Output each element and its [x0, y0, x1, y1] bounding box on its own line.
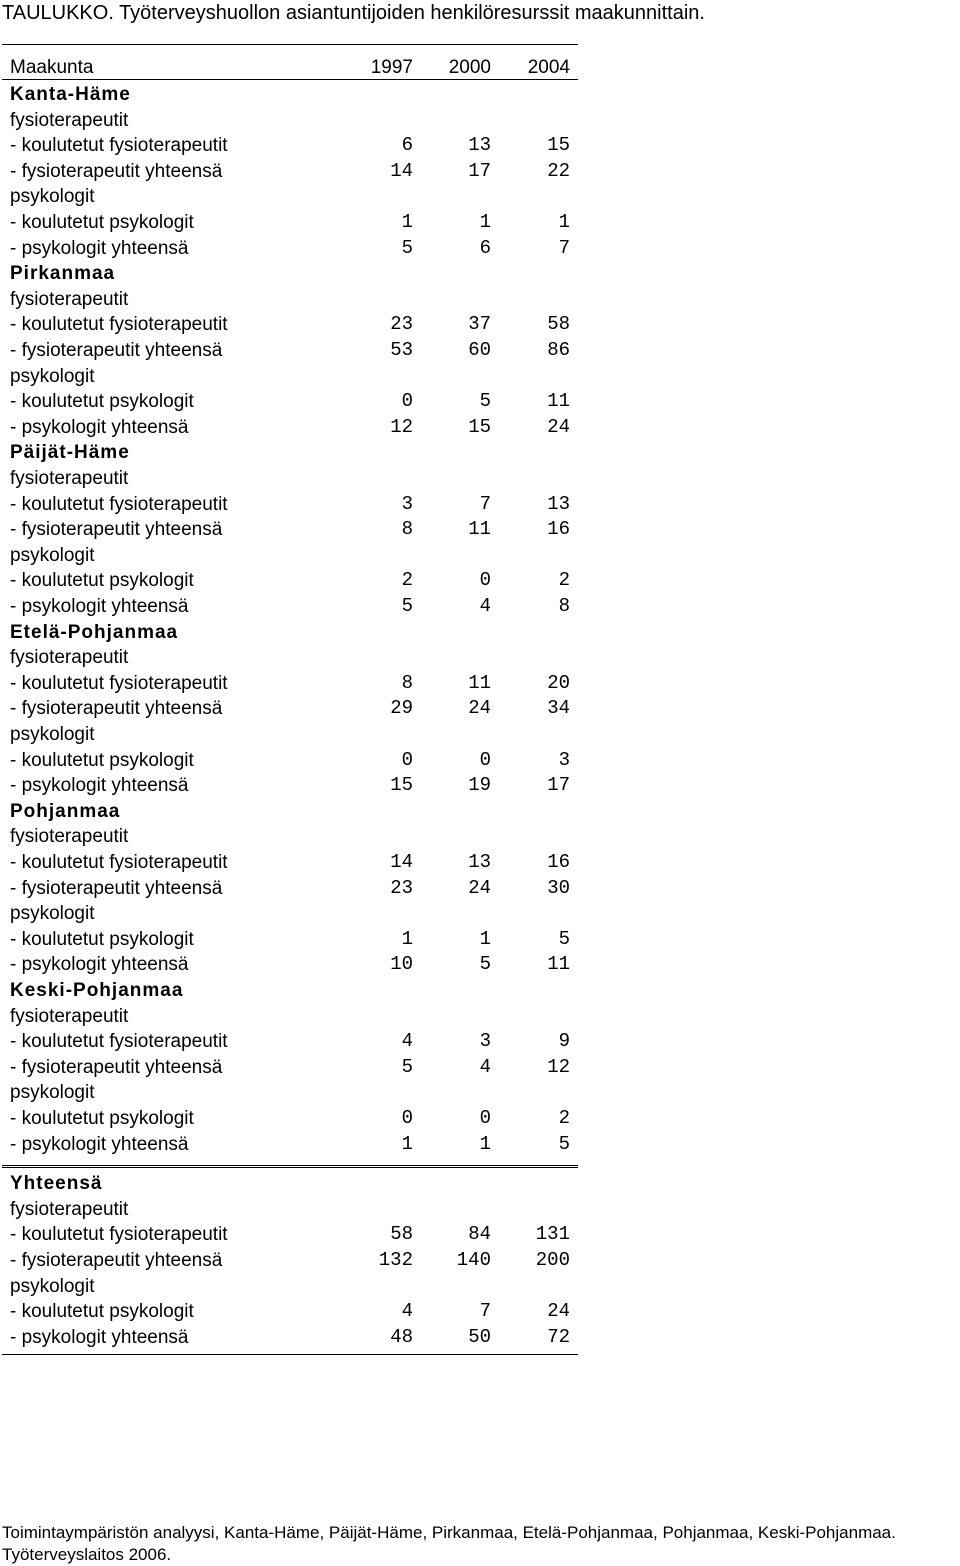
row-label: - psykologit yhteensä — [10, 775, 189, 797]
cell-value-1997: 5 — [401, 595, 413, 617]
table-top-rule — [2, 44, 578, 45]
cell-value-1997: 2 — [401, 569, 413, 592]
cell-value-1997: 1 — [401, 1132, 413, 1155]
cell-value-2004: 22 — [547, 159, 570, 182]
totals-double-rule — [2, 1165, 578, 1168]
header-year-2000: 2000 — [448, 57, 491, 78]
region-heading — [0, 978, 580, 1004]
category-row — [0, 287, 580, 313]
table-bottom-rule — [2, 1354, 578, 1355]
cell-value-2004: 13 — [547, 492, 570, 515]
cell-value-1997: 3 — [401, 492, 413, 515]
row-label: psykologit — [10, 1275, 95, 1297]
cell-value-2000: 0 — [479, 1107, 491, 1129]
cell-value-2004: 2 — [558, 1107, 570, 1129]
row-label: - fysioterapeutit yhteensä — [10, 1250, 223, 1271]
row-label: fysioterapeutit — [10, 826, 129, 848]
cell-value-1997: 12 — [390, 415, 413, 438]
row-label: - koulutetut psykologit — [10, 391, 194, 413]
cell-value-2004: 7 — [558, 236, 570, 259]
table-row — [0, 517, 580, 543]
table-row — [0, 952, 580, 978]
table-caption: TAULUKKO. Työterveyshuollon asiantuntijoiden henkilöresurssit maakunnittain. — [2, 2, 705, 24]
row-label: - psykologit yhteensä — [10, 1326, 189, 1348]
row-label: fysioterapeutit — [10, 1198, 129, 1220]
totals-row — [0, 1299, 580, 1325]
table-row — [0, 159, 580, 185]
cell-value-1997: 58 — [390, 1223, 413, 1246]
cell-value-2004: 8 — [558, 595, 570, 617]
row-label: psykologit — [10, 544, 95, 566]
cell-value-2000: 4 — [479, 1055, 491, 1078]
row-label: - fysioterapeutit yhteensä — [10, 698, 223, 720]
cell-value-2004: 86 — [547, 339, 570, 361]
category-row — [0, 466, 580, 492]
footer-source — [2, 1522, 960, 1566]
row-label: psykologit — [10, 1082, 95, 1104]
table-row — [0, 415, 580, 441]
totals-row — [0, 1222, 580, 1248]
cell-value-1997: 4 — [401, 1300, 413, 1323]
cell-value-2004: 17 — [547, 774, 570, 797]
table-row — [0, 338, 580, 364]
cell-value-1997: 23 — [390, 313, 413, 336]
cell-value-2004: 24 — [547, 415, 570, 438]
cell-value-2004: 20 — [547, 671, 570, 694]
cell-value-2000: 5 — [479, 953, 491, 976]
table-header-row — [0, 55, 580, 81]
cell-value-2000: 24 — [468, 697, 491, 720]
cell-value-1997: 4 — [401, 1030, 413, 1053]
cell-value-2000: 37 — [468, 313, 491, 336]
category-row — [0, 364, 580, 390]
totals-row — [0, 1248, 580, 1274]
cell-value-2004: 16 — [547, 518, 570, 541]
cell-value-1997: 8 — [401, 671, 413, 694]
region-heading — [0, 261, 580, 287]
cell-value-1997: 14 — [390, 159, 413, 182]
totals-row — [0, 1325, 580, 1351]
row-label: fysioterapeutit — [10, 647, 129, 669]
table-row — [0, 210, 580, 236]
table-row — [0, 312, 580, 338]
category-row — [0, 1274, 580, 1300]
cell-value-1997: 48 — [390, 1325, 413, 1348]
region-name: Etelä-Pohjanmaa — [10, 621, 179, 643]
cell-value-2004: 11 — [547, 390, 570, 413]
header-year-1997: 1997 — [370, 57, 413, 78]
cell-value-1997: 8 — [401, 518, 413, 541]
region-heading — [0, 799, 580, 825]
table-row — [0, 236, 580, 262]
row-label: - koulutetut psykologit — [10, 570, 194, 592]
cell-value-1997: 0 — [401, 390, 413, 413]
row-label: - koulutetut fysioterapeutit — [10, 314, 228, 336]
table-row — [0, 671, 580, 697]
category-row — [0, 901, 580, 927]
table-row — [0, 773, 580, 799]
cell-value-1997: 5 — [401, 236, 413, 259]
row-label: - fysioterapeutit yhteensä — [10, 160, 223, 182]
cell-value-2004: 15 — [547, 134, 570, 157]
cell-value-2000: 17 — [468, 159, 491, 182]
cell-value-2004: 16 — [547, 851, 570, 873]
table-row — [0, 696, 580, 722]
cell-value-2000: 1 — [479, 211, 491, 233]
row-label: - koulutetut fysioterapeutit — [10, 1224, 228, 1246]
cell-value-2004: 12 — [547, 1055, 570, 1078]
cell-value-2000: 19 — [468, 774, 491, 797]
table-row — [0, 748, 580, 774]
cell-value-1997: 15 — [390, 774, 413, 797]
row-label: - koulutetut psykologit — [10, 749, 194, 771]
cell-value-2004: 24 — [547, 1300, 570, 1323]
row-label: psykologit — [10, 365, 95, 387]
cell-value-2004: 11 — [547, 953, 570, 976]
cell-value-2000: 24 — [468, 876, 491, 899]
cell-value-2000: 15 — [468, 415, 491, 438]
cell-value-2000: 0 — [479, 569, 491, 592]
cell-value-2000: 0 — [479, 748, 491, 771]
cell-value-1997: 14 — [390, 851, 413, 873]
row-label: - psykologit yhteensä — [10, 954, 189, 976]
row-label: - koulutetut psykologit — [10, 1301, 194, 1323]
row-label: - fysioterapeutit yhteensä — [10, 877, 223, 899]
region-heading — [0, 82, 580, 108]
row-label: - koulutetut psykologit — [10, 1108, 194, 1129]
table-row — [0, 876, 580, 902]
table-row — [0, 850, 580, 876]
cell-value-2000: 1 — [479, 1132, 491, 1155]
cell-value-2000: 4 — [479, 595, 491, 617]
row-label: - psykologit yhteensä — [10, 237, 189, 259]
totals-heading — [0, 1171, 580, 1197]
cell-value-1997: 132 — [378, 1249, 413, 1271]
table-row — [0, 1055, 580, 1081]
region-name: Kanta-Häme — [10, 84, 131, 105]
category-row — [0, 1197, 580, 1223]
row-label: - psykologit yhteensä — [10, 596, 189, 617]
table-row — [0, 1029, 580, 1055]
region-name: Pohjanmaa — [10, 800, 121, 822]
cell-value-2000: 5 — [479, 390, 491, 413]
category-row — [0, 824, 580, 850]
cell-value-2004: 72 — [547, 1325, 570, 1348]
table-row — [0, 492, 580, 518]
category-row — [0, 108, 580, 134]
cell-value-2000: 11 — [468, 671, 491, 694]
row-label: - fysioterapeutit yhteensä — [10, 1056, 223, 1078]
category-row — [0, 645, 580, 671]
cell-value-2000: 140 — [456, 1249, 491, 1271]
category-row — [0, 543, 580, 569]
cell-value-2000: 6 — [479, 236, 491, 259]
header-year-2004: 2004 — [527, 57, 570, 78]
cell-value-2004: 30 — [547, 876, 570, 899]
category-row — [0, 1080, 580, 1106]
cell-value-2004: 5 — [558, 927, 570, 950]
cell-value-2000: 1 — [479, 927, 491, 950]
cell-value-2004: 2 — [558, 569, 570, 592]
cell-value-1997: 10 — [390, 953, 413, 976]
cell-value-2000: 3 — [479, 1030, 491, 1053]
region-name: Yhteensä — [10, 1173, 103, 1195]
row-label: - koulutetut fysioterapeutit — [10, 672, 228, 694]
region-name: Pirkanmaa — [10, 263, 116, 285]
header-region-label: Maakunta — [10, 57, 94, 78]
row-label: fysioterapeutit — [10, 288, 129, 310]
cell-value-2000: 84 — [468, 1223, 491, 1246]
cell-value-1997: 53 — [390, 339, 413, 361]
cell-value-2004: 131 — [535, 1223, 570, 1246]
cell-value-2004: 3 — [558, 748, 570, 771]
footer-line-1: Toimintaympäristön analyysi, Kanta-Häme, Päijät-Häme, Pirkanmaa, Etelä-Pohjanmaa, Pohjanmaa, Keski-Pohjanmaa. — [2, 1523, 896, 1542]
table-row — [0, 389, 580, 415]
row-label: psykologit — [10, 903, 95, 925]
table-row — [0, 1106, 580, 1132]
row-label: - psykologit yhteensä — [10, 1133, 189, 1155]
table-row — [0, 568, 580, 594]
cell-value-1997: 6 — [401, 134, 413, 157]
row-label: - koulutetut fysioterapeutit — [10, 135, 228, 157]
row-label: - fysioterapeutit yhteensä — [10, 519, 223, 541]
cell-value-2000: 11 — [468, 518, 491, 541]
cell-value-1997: 23 — [390, 876, 413, 899]
cell-value-2000: 7 — [479, 1300, 491, 1323]
region-heading — [0, 440, 580, 466]
cell-value-1997: 0 — [401, 748, 413, 771]
row-label: - psykologit yhteensä — [10, 416, 189, 438]
cell-value-2000: 13 — [468, 134, 491, 157]
row-label: fysioterapeutit — [10, 109, 129, 131]
row-label: - koulutetut psykologit — [10, 212, 194, 233]
cell-value-1997: 5 — [401, 1055, 413, 1078]
row-label: fysioterapeutit — [10, 1005, 129, 1027]
cell-value-2000: 13 — [468, 851, 491, 873]
cell-value-2004: 9 — [558, 1030, 570, 1053]
cell-value-1997: 0 — [401, 1107, 413, 1129]
table-row — [0, 1132, 580, 1158]
cell-value-2004: 1 — [558, 211, 570, 233]
row-label: - koulutetut fysioterapeutit — [10, 493, 228, 515]
row-label: - koulutetut fysioterapeutit — [10, 852, 228, 873]
row-label: psykologit — [10, 724, 95, 745]
cell-value-1997: 29 — [390, 697, 413, 720]
cell-value-2004: 58 — [547, 313, 570, 336]
cell-value-2000: 60 — [468, 339, 491, 361]
region-name: Päijät-Häme — [10, 442, 130, 464]
category-row — [0, 722, 580, 748]
footer-line-2: Työterveyslaitos 2006. — [2, 1545, 172, 1564]
table-row — [0, 594, 580, 620]
cell-value-2000: 50 — [468, 1325, 491, 1348]
row-label: - fysioterapeutit yhteensä — [10, 340, 223, 361]
cell-value-2000: 7 — [479, 492, 491, 515]
table-row — [0, 133, 580, 159]
row-label: - koulutetut psykologit — [10, 928, 194, 950]
category-row — [0, 1004, 580, 1030]
region-heading — [0, 620, 580, 646]
header-rule — [2, 79, 578, 80]
row-label: psykologit — [10, 186, 95, 208]
cell-value-2004: 34 — [547, 697, 570, 720]
region-name: Keski-Pohjanmaa — [10, 980, 184, 1001]
row-label: - koulutetut fysioterapeutit — [10, 1031, 228, 1053]
table-row — [0, 927, 580, 953]
row-label: fysioterapeutit — [10, 468, 129, 489]
cell-value-2004: 200 — [535, 1249, 570, 1271]
category-row — [0, 184, 580, 210]
cell-value-1997: 1 — [401, 927, 413, 950]
cell-value-2004: 5 — [558, 1132, 570, 1155]
cell-value-1997: 1 — [401, 211, 413, 233]
